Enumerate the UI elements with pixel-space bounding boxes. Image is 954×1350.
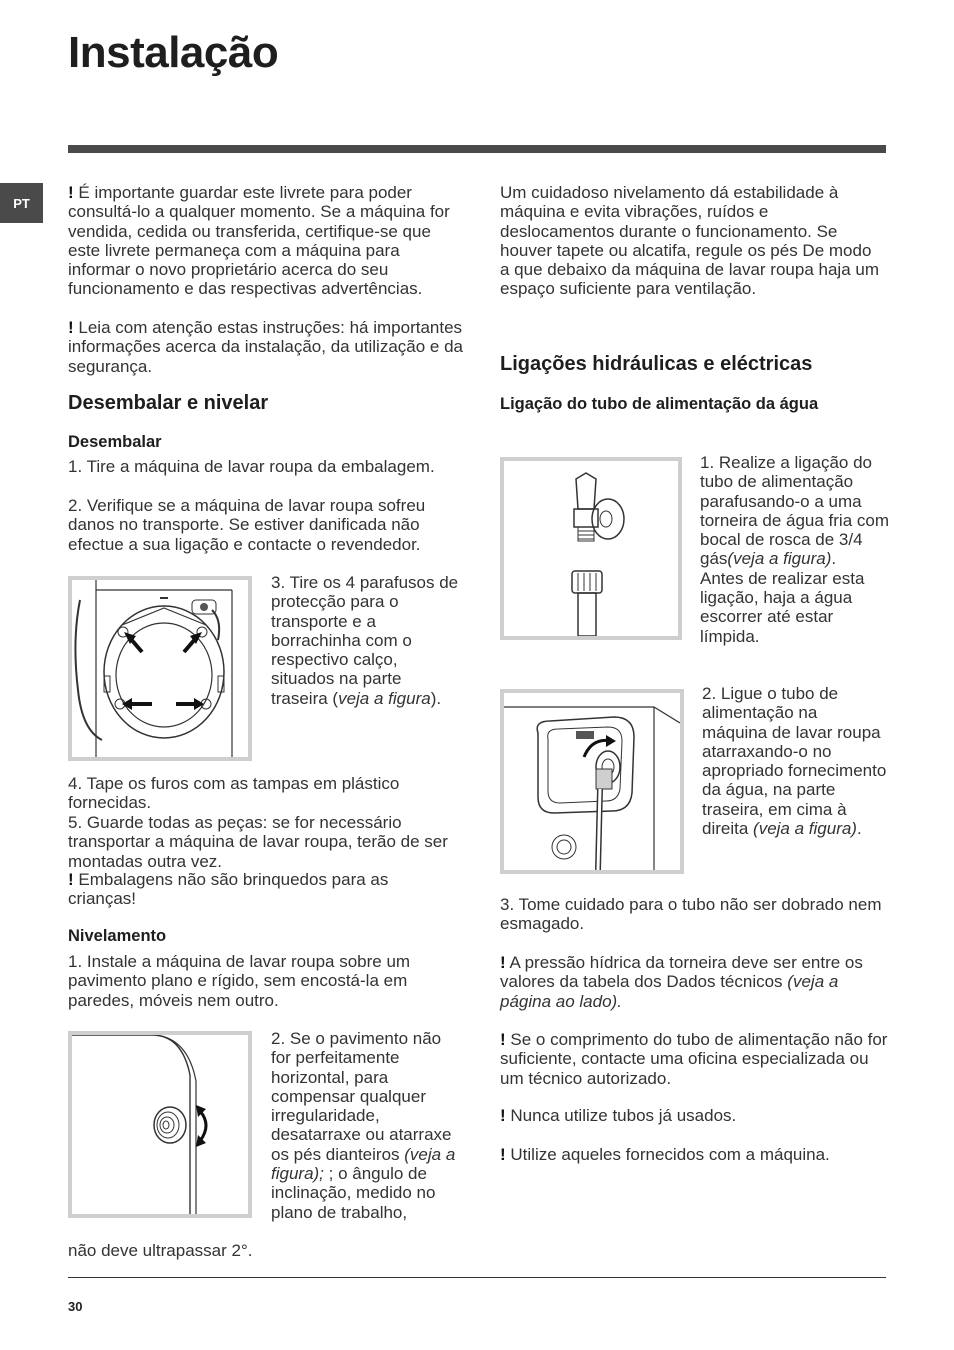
warning-supplied-hoses: ! Utilize aqueles fornecidos com a máquina. [500, 1145, 830, 1164]
exclamation-icon: ! [500, 1030, 506, 1049]
level-step-1: 1. Instale a máquina de lavar roupa sobre um pavimento plano e rígido, sem encostá-la em paredes, móveis nem outro. [68, 952, 411, 1010]
exclamation-icon: ! [500, 1106, 506, 1125]
figure-front-foot [68, 1031, 252, 1218]
figure-tap-hose [500, 457, 682, 640]
level-note: Um cuidadoso nivelamento dá estabilidade à máquina e evita vibrações, ruídos e deslocamentos durante o funcionamento. Se houver tapete ou alcatifa, regule os pés De modo a que debaixo da máquina de lavar roupa haja um espaço suficiente para ventilação. [500, 183, 879, 299]
subheading-level: Nivelamento [68, 927, 167, 945]
water-step-3: 3. Tome cuidado para o tubo não ser dobrado nem esmagado. [500, 895, 882, 934]
warning-used-hoses: ! Nunca utilize tubos já usados. [500, 1106, 737, 1125]
figure-inlet-connection [500, 689, 684, 874]
subheading-unpack: Desembalar [68, 433, 162, 451]
unpack-step-3: 3. Tire os 4 parafusos de protecção para o transporte e a borrachinha com o respectivo calço, situados na parte traseira (veja a figura). [271, 573, 459, 708]
warning-pressure: ! A pressão hídrica da torneira deve ser entre os valores da tabela dos Dados técnicos (veja a página ao lado). [500, 953, 863, 1011]
figure-rear-transport-screws [68, 576, 252, 761]
subheading-water-hose: Ligação do tubo de alimentação da água [500, 395, 819, 413]
page-number: 30 [68, 1299, 83, 1314]
exclamation-icon: ! [68, 318, 74, 337]
section-heading-unpack-level: Desembalar e nivelar [68, 392, 269, 414]
water-step-1: 1. Realize a ligação do tubo de alimentação parafusando-o a uma torneira de água fria com bocal de rosca de 3/4 gás(veja a figura). Antes de realizar esta ligação, haja a água escorrer até estar límpida. [700, 453, 889, 646]
exclamation-icon: ! [68, 870, 74, 889]
intro-warning-2: ! Leia com atenção estas instruções: há importantes informações acerca da instalação, da utilização e da segurança. [68, 318, 464, 376]
level-step-2: 2. Se o pavimento não for perfeitamente horizontal, para compensar qualquer irregularidade, desatarraxe ou atarraxe os pés dianteiros (veja a figura); ; o ângulo de inclinação, medido no plano de trabalho, [271, 1029, 456, 1222]
page-title: Instalação [68, 28, 279, 77]
intro-warning-1: ! É importante guardar este livrete para poder consultá-lo a qualquer momento. Se a máquina for vendida, cedida ou transferida, certifique-se que este livrete permaneça com a máquina para informar o novo proprietário acerca do seu funcionamento e das respectivas advertências. [68, 183, 450, 299]
exclamation-icon: ! [500, 953, 506, 972]
warning-length: ! Se o comprimento do tubo de alimentação não for suficiente, contacte uma oficina especializada ou um técnico autorizado. [500, 1030, 888, 1088]
unpack-step-4: 4. Tape os furos com as tampas em plástico fornecidas. [68, 774, 400, 813]
unpack-step-1: 1. Tire a máquina de lavar roupa da embalagem. [68, 457, 435, 476]
language-tab: PT [0, 183, 43, 223]
exclamation-icon: ! [500, 1145, 506, 1164]
section-heading-connections: Ligações hidráulicas e eléctricas [500, 353, 813, 375]
warning-children: ! Embalagens não são brinquedos para as crianças! [68, 870, 389, 909]
unpack-step-2: 2. Verifique se a máquina de lavar roupa sofreu danos no transporte. Se estiver danificada não efectue a sua ligação e contacte o revendedor. [68, 496, 426, 554]
header-rule [68, 145, 886, 153]
footer-rule [68, 1277, 886, 1278]
exclamation-icon: ! [68, 183, 74, 202]
level-step-2-end: não deve ultrapassar 2°. [68, 1241, 253, 1260]
unpack-step-5: 5. Guarde todas as peças: se for necessário transportar a máquina de lavar roupa, terão de ser montadas outra vez. [68, 813, 448, 871]
water-step-2: 2. Ligue o tubo de alimentação na máquina de lavar roupa atarraxando-o no apropriado fornecimento da água, na parte traseira, em cima à direita (veja a figura). [702, 684, 887, 839]
